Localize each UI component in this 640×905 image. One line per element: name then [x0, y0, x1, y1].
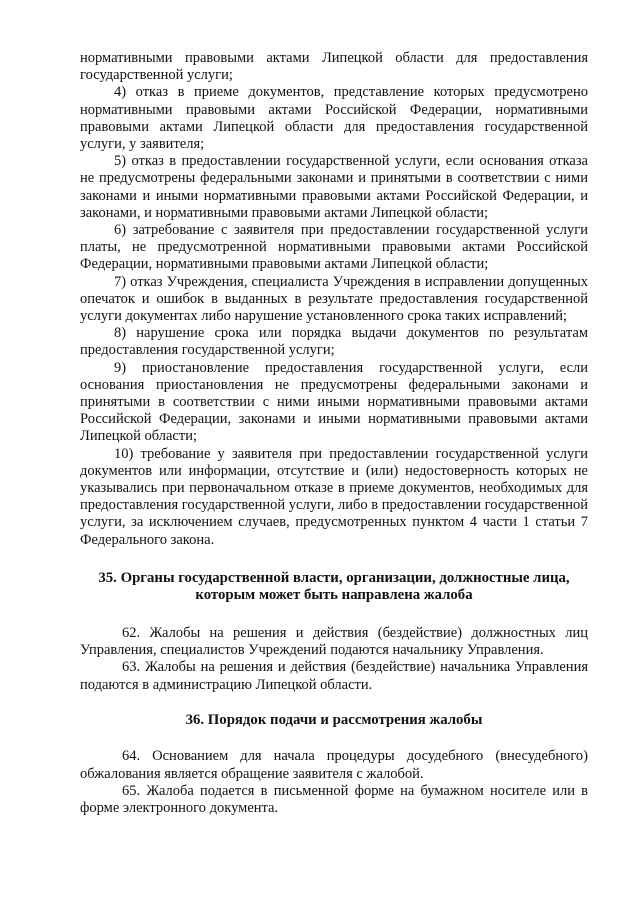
paragraph-65: 65. Жалоба подается в письменной форме на бумажном носителе или в форме электронного документа. [80, 782, 588, 817]
section-35-heading-line-2: которым может быть направлена жалоба [195, 587, 473, 604]
paragraph-continuation: нормативными правовыми актами Липецкой области для предоставления государственной услуги; [80, 50, 588, 84]
paragraph-64: 64. Основанием для начала процедуры досудебного (внесудебного) обжалования является обращение заявителя с жалобой. [80, 748, 588, 782]
list-item-10: 10) требование у заявителя при предоставлении государственной услуги документов или информации, отсутствие и (или) недостоверность которых не указывались при первоначальном отказе в приеме документов, необходимых для предоставления государственной услуги, либо в предоставлении государственной услуги, за исключением случаев, предусмотренных пунктом 4 части 1 статьи 7 Федерального закона. [80, 445, 588, 548]
list-item-9: 9) приостановление предоставления государственной услуги, если основания приостановления не предусмотрены федеральными законами и принятыми в соответствии с ними иными нормативными правовыми актами Российской Федерации, законами и иными нормативными правовыми актами Липецкой области; [80, 359, 588, 445]
section-35-heading [80, 570, 588, 605]
paragraph-63: 63. Жалобы на решения и действия (бездействие) начальника Управления подаются в администрацию Липецкой области. [80, 659, 588, 693]
list-item-4: 4) отказ в приеме документов, представление которых предусмотрено нормативными правовыми актами Российской Федерации, нормативными правовыми актами Липецкой области для предоставления государственной услуги, у заявителя; [80, 84, 588, 153]
list-item-8: 8) нарушение срока или порядка выдачи документов по результатам предоставления государственной услуги; [80, 325, 588, 359]
list-item-5: 5) отказ в предоставлении государственной услуги, если основания отказа не предусмотрены федеральными законами и принятыми в соответствии с ними законами и иными нормативными правовыми актами Российской Федерации, и законами, и нормативными правовыми актами Липецкой области; [80, 153, 588, 221]
paragraph-62: 62. Жалобы на решения и действия (бездействие) должностных лиц Управления, специалистов Учреждений подаются начальнику Управления. [80, 625, 588, 659]
section-35-heading-line-1: 35. Органы государственной власти, организации, должностные лица, [98, 569, 570, 586]
list-item-6: 6) затребование с заявителя при предоставлении государственной услуги платы, не предусмотренной нормативными правовыми актами Российской Федерации, нормативными правовыми актами Липецкой области; [80, 222, 588, 273]
document-page [80, 50, 588, 817]
section-36-heading: 36. Порядок подачи и рассмотрения жалобы [185, 711, 483, 728]
list-item-7: 7) отказ Учреждения, специалиста Учреждения в исправлении допущенных опечаток и ошибок в выданных в результате предоставления государственной услуги документах либо нарушение установленного срока таких исправлений; [80, 273, 588, 325]
